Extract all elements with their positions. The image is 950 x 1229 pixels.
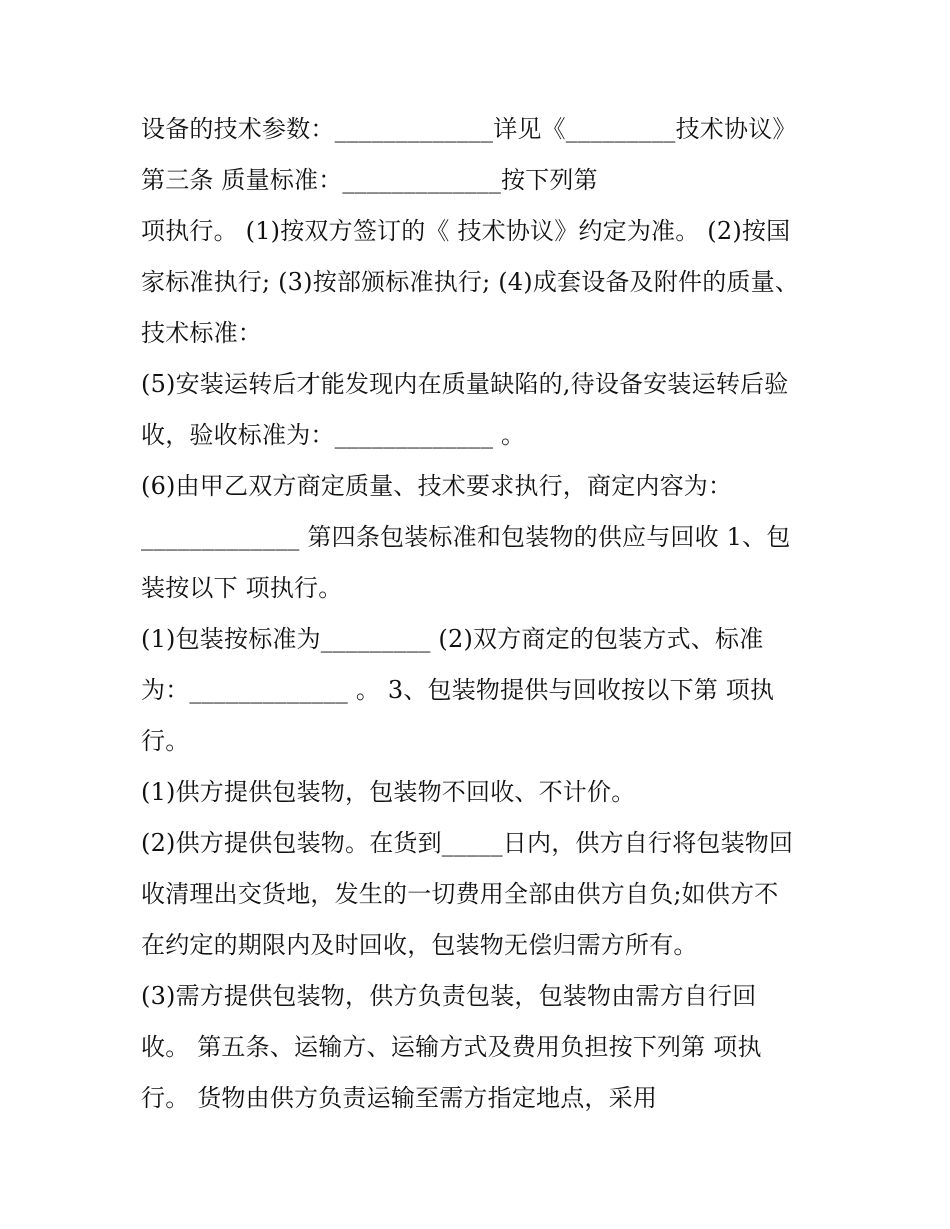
text-line-8: (6)由甲乙双方商定质量、技术要求执行，商定内容为： <box>141 472 733 500</box>
text-line-3: 项执行。 (1)按双方签订的《 技术协议》约定为准。 (2)按国 <box>141 217 791 245</box>
text-line-13: 行。 <box>141 727 190 755</box>
text-line-14: (1)供方提供包装物，包装物不回收、不计价。 <box>141 778 636 806</box>
text-line-20: 行。 货物由供方负责运输至需方指定地点，采用 <box>141 1084 658 1112</box>
text-line-19: 收。 第五条、运输方、运输方式及费用负担按下列第 项执 <box>141 1033 762 1061</box>
text-line-5: 技术标准： <box>141 319 262 347</box>
text-line-2: 第三条 质量标准：_____________按下列第 <box>141 166 598 194</box>
text-line-10: 装按以下 项执行。 <box>141 574 343 602</box>
text-line-15: (2)供方提供包装物。在货到_____日内，供方自行将包装物回 <box>141 829 794 857</box>
text-line-6: (5)安装运转后才能发现内在质量缺陷的,待设备安装运转后验 <box>141 370 789 398</box>
text-line-9: _____________ 第四条包装标准和包装物的供应与回收 1、包 <box>141 523 791 551</box>
text-line-18: (3)需方提供包装物，供方负责包装，包装物由需方自行回 <box>141 982 757 1010</box>
text-line-17: 在约定的期限内及时回收，包装物无偿归需方所有。 <box>141 931 698 959</box>
text-line-7: 收，验收标准为：_____________ 。 <box>141 421 526 449</box>
text-line-11: (1)包装按标准为_________ (2)双方商定的包装方式、标准 <box>141 625 764 653</box>
text-line-16: 收清理出交货地，发生的一切费用全部由供方自负;如供方不 <box>141 880 779 908</box>
text-line-1: 设备的技术参数：_____________详见《_________技术协议》 <box>141 115 797 143</box>
text-line-4: 家标准执行; (3)按部颁标准执行; (4)成套设备及附件的质量、 <box>141 268 800 296</box>
text-line-12: 为：_____________ 。 3、包装物提供与回收按以下第 项执 <box>141 676 775 704</box>
